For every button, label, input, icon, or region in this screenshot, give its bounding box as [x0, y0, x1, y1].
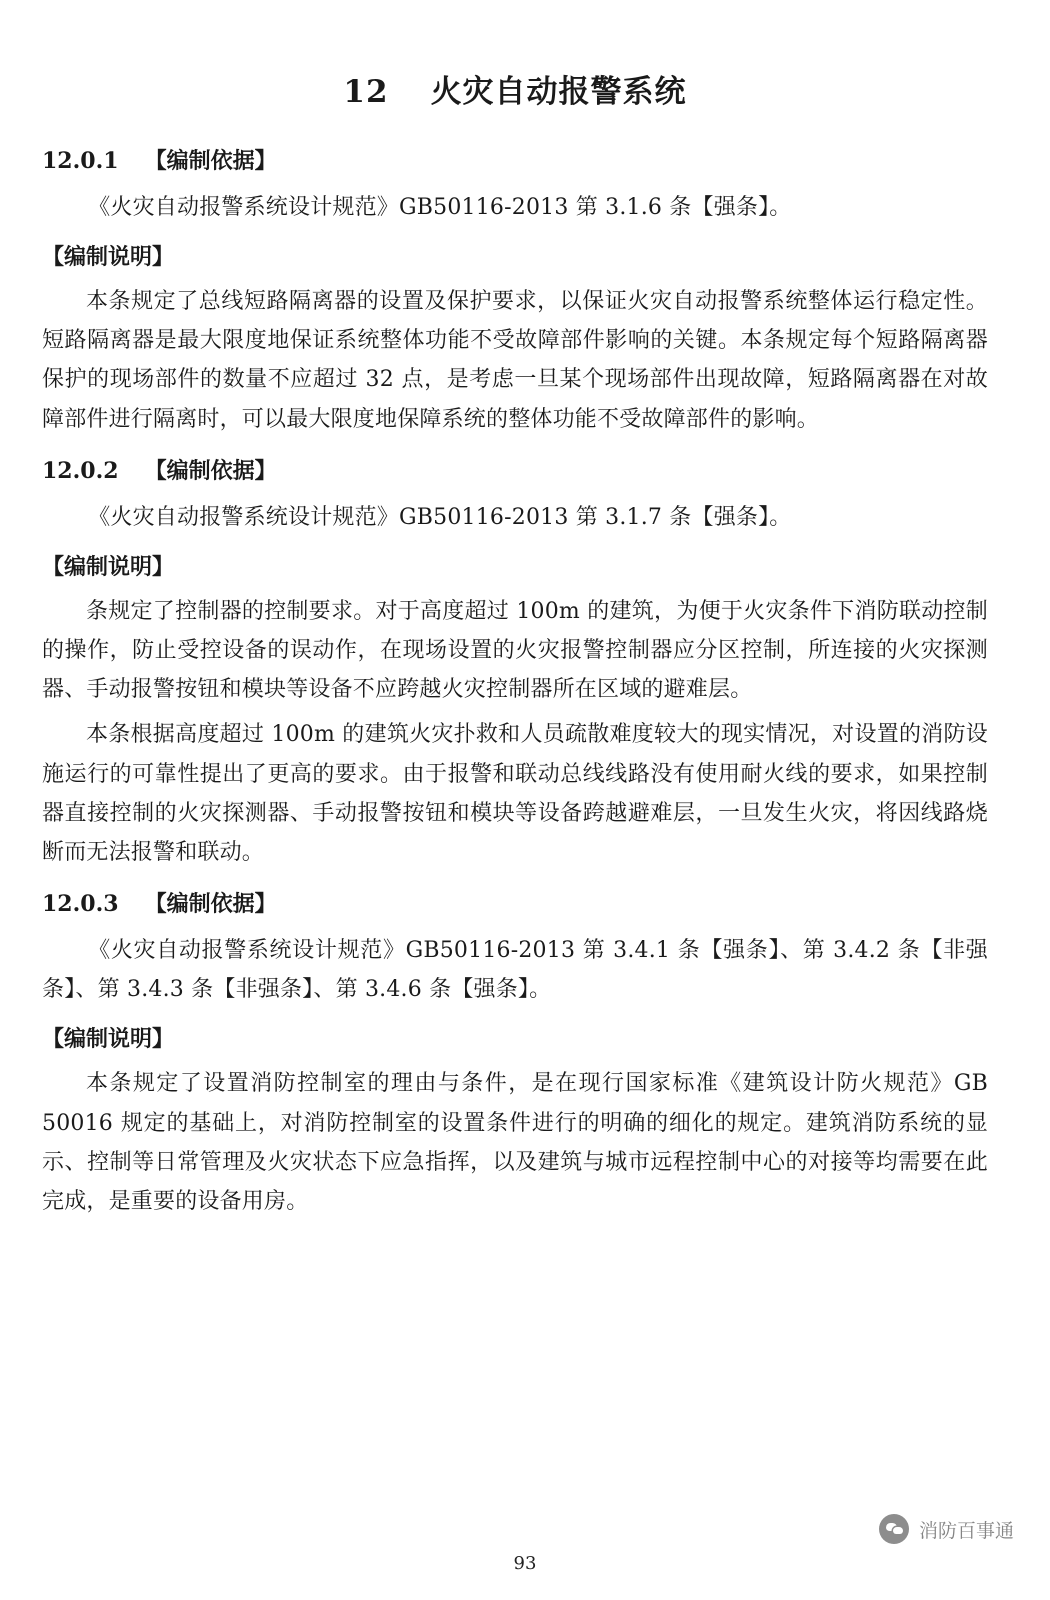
clause-number-2: 12.0.2 — [42, 457, 119, 484]
clause-number-3: 12.0.3 — [42, 891, 119, 918]
page-title-text: 火灾自动报警系统 — [430, 74, 687, 110]
clause-basis-label-2: 【编制依据】 — [144, 457, 277, 484]
page-title — [42, 66, 988, 111]
clause-heading-1 — [42, 145, 988, 178]
clause-heading-2 — [42, 455, 988, 488]
clause-basis-label-3: 【编制依据】 — [144, 891, 277, 918]
clause-heading-3 — [42, 888, 988, 921]
clause-explain-label-3: 【编制说明】 — [42, 1026, 175, 1053]
clause-paragraph-3-1: 本条规定了设置消防控制室的理由与条件，是在现行国家标准《建筑设计防火规范》GB 50016 规定的基础上，对消防控制室的设置条件进行的明确的细化的规定。建筑消防系统的显示、控制等日常管理及火灾状态下应急指挥，以及建筑与城市远程控制中心的对接等均需要在此完成，是重要的设备用房。 — [42, 1071, 988, 1214]
clause-paragraph-1-1: 本条规定了总线短路隔离器的设置及保护要求，以保证火灾自动报警系统整体运行稳定性。短路隔离器是最大限度地保证系统整体功能不受故障部件影响的关键。本条规定每个短路隔离器保护的现场部件的数量不应超过 32 点，是考虑一旦某个现场部件出现故障，短路隔离器在对故障部件进行隔离时，可以最大限度地保障系统的整体功能不受故障部件的影响。 — [42, 289, 988, 432]
clause-number-1: 12.0.1 — [42, 148, 119, 174]
page-title-number: 12 — [343, 74, 389, 110]
page-number: 93 — [513, 1553, 537, 1574]
watermark — [879, 1514, 1014, 1544]
clause-paragraph-2-1: 条规定了控制器的控制要求。对于高度超过 100m 的建筑，为便于火灾条件下消防联动控制的操作，防止受控设备的误动作，在现场设置的火灾报警控制器应分区控制，所连接的火灾探测器、手动报警按钮和模块等设备不应跨越火灾控制器所在区域的避难层。 — [42, 598, 988, 703]
watermark-text: 消防百事通 — [918, 1519, 1014, 1542]
clause-basis-label-1: 【编制依据】 — [144, 148, 277, 174]
wechat-icon — [879, 1514, 909, 1544]
clause-explain-label-2: 【编制说明】 — [42, 553, 175, 580]
clause-basis-text-3: 《火灾自动报警系统设计规范》GB50116-2013 第 3.4.1 条【强条】、第 3.4.2 条【非强条】、第 3.4.3 条【非强条】、第 3.4.6 条【强条】。 — [42, 938, 988, 1003]
clause-explain-label-1: 【编制说明】 — [42, 244, 175, 271]
clause-basis-text-2: 《火灾自动报警系统设计规范》GB50116-2013 第 3.1.7 条【强条】。 — [88, 504, 792, 530]
clause-basis-text-1: 《火灾自动报警系统设计规范》GB50116-2013 第 3.1.6 条【强条】。 — [88, 195, 792, 220]
clause-paragraph-2-2: 本条根据高度超过 100m 的建筑火灾扑救和人员疏散难度较大的现实情况，对设置的消防设施运行的可靠性提出了更高的要求。由于报警和联动总线线路没有使用耐火线的要求，如果控制器直接控制的火灾探测器、手动报警按钮和模块等设备跨越避难层，一旦发生火灾，将因线路烧断而无法报警和联动。 — [42, 722, 988, 865]
